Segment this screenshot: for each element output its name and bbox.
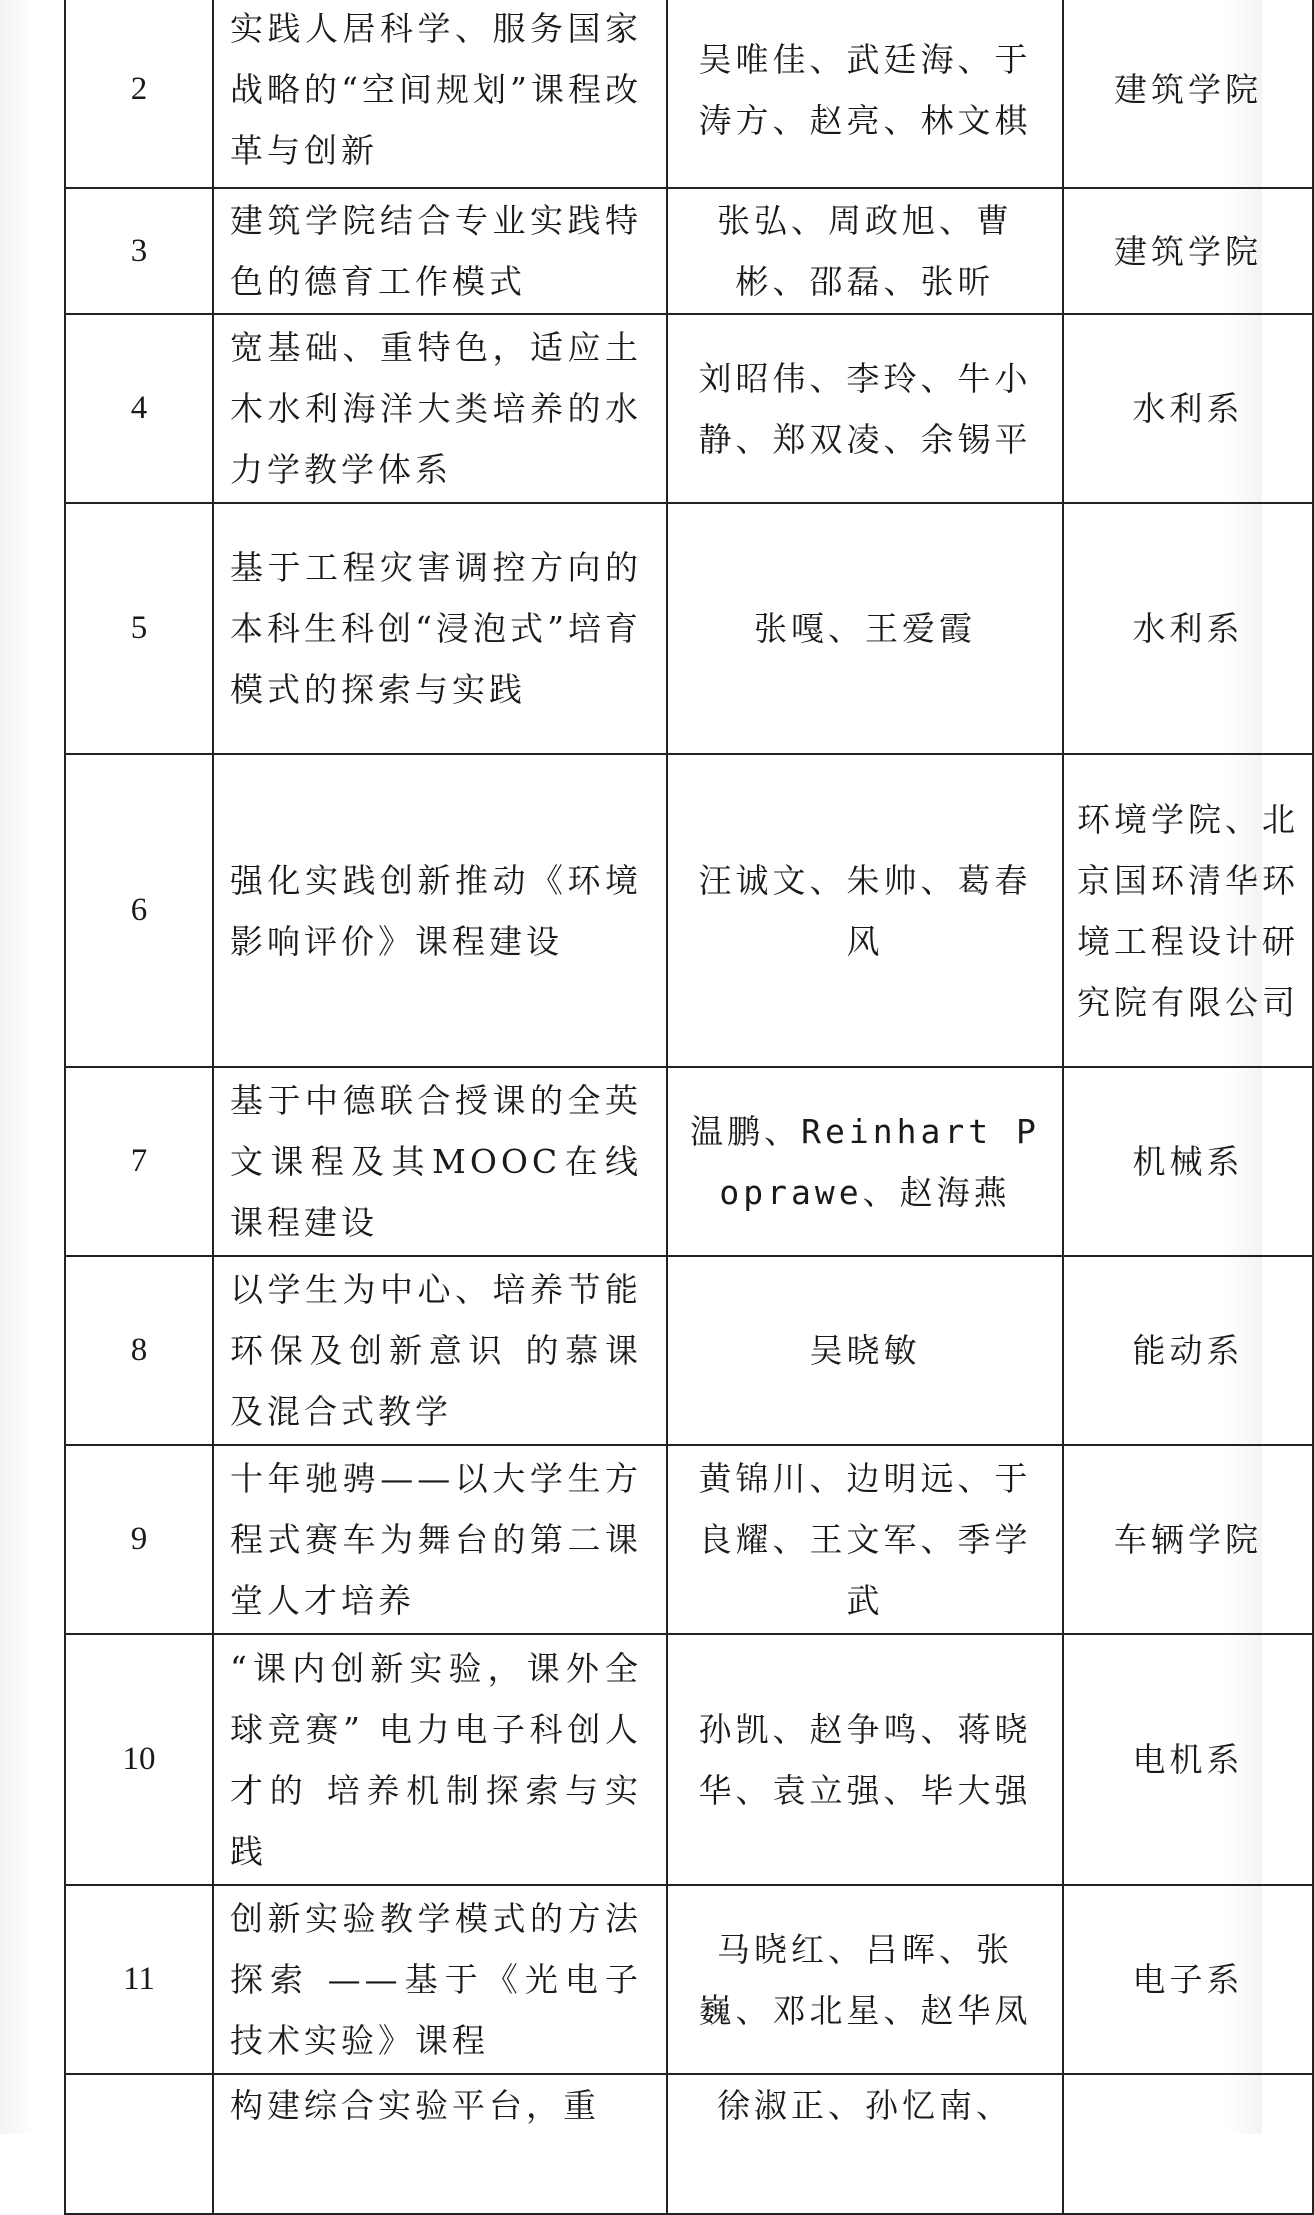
department: 电机系: [1063, 1634, 1313, 1885]
table-row: [65, 0, 1313, 188]
project-title: 创新实验教学模式的方法探索 ——基于《光电子技术实验》课程: [213, 1885, 667, 2074]
team-members: 刘昭伟、李玲、牛小静、郑双凌、余锡平: [667, 314, 1063, 503]
table-row: [65, 754, 1313, 1067]
project-title: 以学生为中心、培养节能环保及创新意识 的慕课及混合式教学: [213, 1256, 667, 1445]
row-number: 11: [65, 1885, 213, 2074]
team-members: 张弘、周政旭、曹彬、邵磊、张昕: [667, 188, 1063, 314]
table-row: [65, 1634, 1313, 1885]
row-number: 2: [65, 0, 213, 188]
table-row: [65, 1256, 1313, 1445]
project-title: 宽基础、重特色，适应土木水利海洋大类培养的水力学教学体系: [213, 314, 667, 503]
team-members: 孙凯、赵争鸣、蒋晓华、袁立强、毕大强: [667, 1634, 1063, 1885]
table-row: [65, 2074, 1313, 2214]
page-margin-left: [0, 0, 36, 2134]
team-members: 黄锦川、边明远、于良耀、王文军、季学武: [667, 1445, 1063, 1634]
table-row: [65, 188, 1313, 314]
department: 水利系: [1063, 314, 1313, 503]
awards-table: [64, 0, 1314, 2215]
project-title: 实践人居科学、服务国家战略的“空间规划”课程改革与创新: [213, 0, 667, 188]
team-members: 温鹏、Reinhart Poprawe、赵海燕: [667, 1067, 1063, 1256]
row-number: 4: [65, 314, 213, 503]
department: 车辆学院: [1063, 1445, 1313, 1634]
team-members: 马晓红、吕晖、张巍、邓北星、赵华凤: [667, 1885, 1063, 2074]
project-title: 强化实践创新推动《环境影响评价》课程建设: [213, 754, 667, 1067]
team-members: 汪诚文、朱帅、葛春风: [667, 754, 1063, 1067]
department: 能动系: [1063, 1256, 1313, 1445]
department: 水利系: [1063, 503, 1313, 754]
table-row: [65, 314, 1313, 503]
team-members: 吴唯佳、武廷海、于涛方、赵亮、林文棋: [667, 0, 1063, 188]
department: 建筑学院: [1063, 188, 1313, 314]
project-title: 基于工程灾害调控方向的本科生科创“浸泡式”培育模式的探索与实践: [213, 503, 667, 754]
project-title: 十年驰骋——以大学生方程式赛车为舞台的第二课堂人才培养: [213, 1445, 667, 1634]
team-members: 张嘎、王爱霞: [667, 503, 1063, 754]
row-number: 5: [65, 503, 213, 754]
row-number: 9: [65, 1445, 213, 1634]
row-number: 6: [65, 754, 213, 1067]
project-title: 构建综合实验平台，重: [213, 2074, 667, 2214]
row-number: 8: [65, 1256, 213, 1445]
row-number: 3: [65, 188, 213, 314]
department: 建筑学院: [1063, 0, 1313, 188]
department: 机械系: [1063, 1067, 1313, 1256]
project-title: 基于中德联合授课的全英文课程及其MOOC在线课程建设: [213, 1067, 667, 1256]
table-row: [65, 1067, 1313, 1256]
row-number: [65, 2074, 213, 2214]
department: 电子系: [1063, 1885, 1313, 2074]
row-number: 7: [65, 1067, 213, 1256]
department: 环境学院、北京国环清华环境工程设计研究院有限公司: [1063, 754, 1313, 1067]
project-title: “课内创新实验，课外全球竞赛” 电力电子科创人才的 培养机制探索与实践: [213, 1634, 667, 1885]
table-row: [65, 1885, 1313, 2074]
project-title: 建筑学院结合专业实践特色的德育工作模式: [213, 188, 667, 314]
table-row: [65, 503, 1313, 754]
team-members: 徐淑正、孙忆南、: [667, 2074, 1063, 2214]
row-number: 10: [65, 1634, 213, 1885]
team-members: 吴晓敏: [667, 1256, 1063, 1445]
table-row: [65, 1445, 1313, 1634]
department: [1063, 2074, 1313, 2214]
